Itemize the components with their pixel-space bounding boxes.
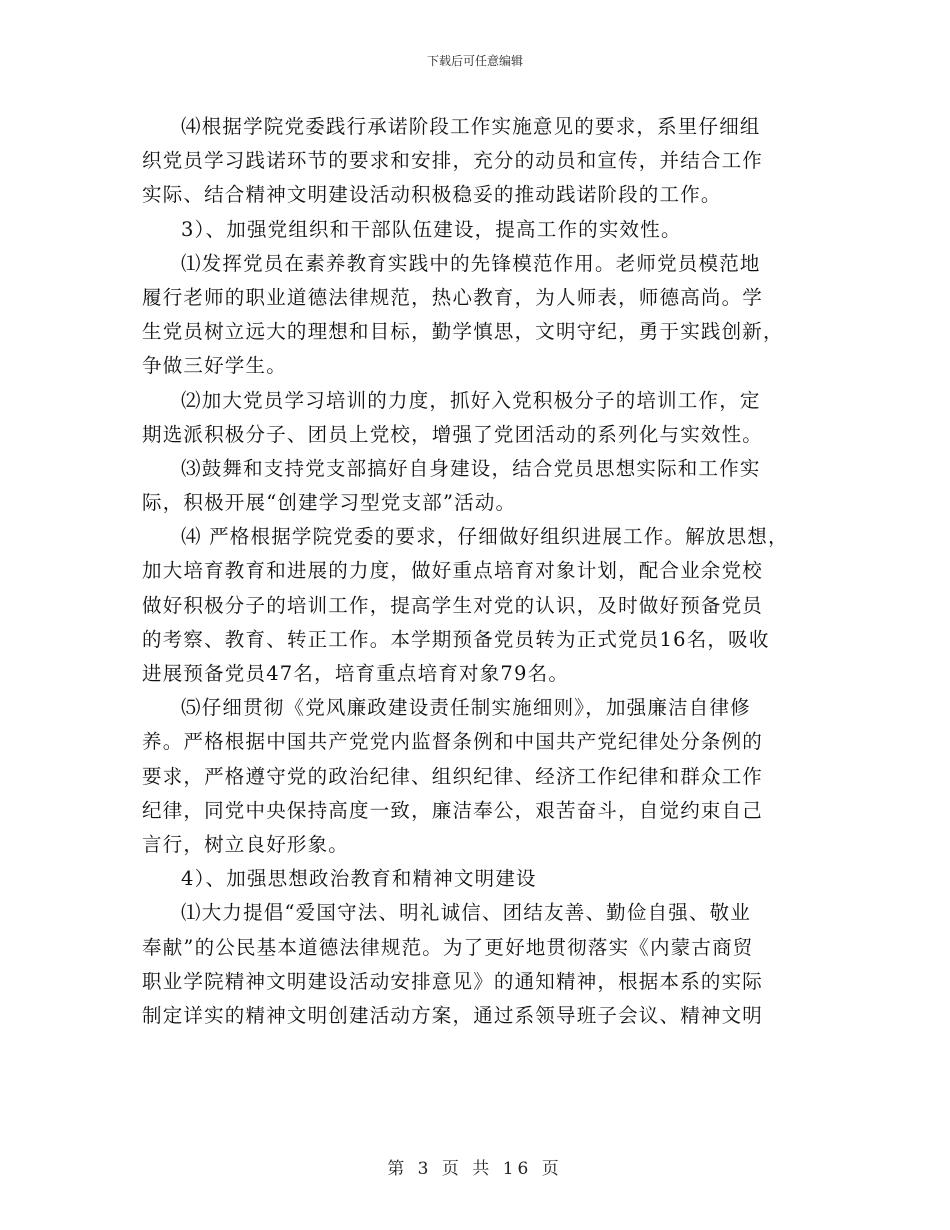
- paragraph: [142, 110, 818, 213]
- text-line: 履行老师的职业道德法律规范，热心教育，为人师表，师德高尚。学: [142, 285, 764, 309]
- text-line: 期选派积极分子、团员上党校，增强了党团活动的系列化与实效性。: [142, 422, 764, 446]
- paragraph: [142, 452, 818, 520]
- text-line: 争做三好学生。: [142, 354, 287, 378]
- text-line: 进展预备党员47名，培育重点培育对象79名。: [142, 662, 570, 685]
- text-line: ⑴发挥党员在素养教育实践中的先锋模范作用。老师党员模范地: [181, 251, 761, 275]
- text-line: 言行，树立良好形象。: [142, 832, 350, 856]
- paragraph: [142, 691, 818, 862]
- text-line: ⑶鼓舞和支持党支部搞好自身建设，结合党员思想实际和工作实: [181, 456, 761, 480]
- document-body: [142, 110, 818, 1033]
- section-heading: [142, 862, 818, 896]
- text-line: 3）、加强党组织和干部队伍建设，提高工作的实效性。: [181, 217, 682, 241]
- text-line: 要求，严格遵守党的政治纪律、组织纪律、经济工作纪律和群众工作: [142, 764, 764, 788]
- text-line: ⑸仔细贯彻《党风廉政建设责任制实施细则》，加强廉洁自律修: [181, 696, 751, 720]
- paragraph: [142, 384, 818, 452]
- paragraph: [142, 247, 818, 384]
- text-line: ⑷根据学院党委践行承诺阶段工作实施意见的要求，系里仔细组: [181, 115, 761, 138]
- text-line: 4）、加强思想政治教育和精神文明建设: [181, 867, 537, 891]
- text-line: 的考察、教育、转正工作。本学期预备党员转为正式党员16名，吸收: [142, 627, 770, 651]
- text-line: 际，积极开展“创建学习型党支部”活动。: [142, 491, 517, 515]
- text-line: 制定详实的精神文明创建活动方案，通过系领导班子会议、精神文明: [142, 1003, 764, 1027]
- page-footer: 第 3 页 共 16 页: [387, 1159, 563, 1179]
- text-line: 纪律，同党中央保持高度一致，廉洁奉公，艰苦奋斗，自觉约束自己: [142, 798, 764, 822]
- text-line: 实际、结合精神文明建设活动积极稳妥的推动践诺阶段的工作。: [142, 183, 722, 207]
- text-line: 奉献”的公民基本道德法律规范。为了更好地贯彻落实《内蒙古商贸: [142, 935, 754, 959]
- text-line: 职业学院精神文明建设活动安排意见》的通知精神，根据本系的实际: [142, 969, 764, 993]
- text-line: ⑵加大党员学习培训的力度，抓好入党积极分子的培训工作，定: [181, 388, 761, 412]
- text-line: 加大培育教育和进展的力度，做好重点培育对象计划，配合业余党校: [142, 559, 764, 583]
- text-line: 做好积极分子的培训工作，提高学生对党的认识，及时做好预备党员: [142, 593, 764, 617]
- text-line: 养。严格根据中国共产党党内监督条例和中国共产党纪律处分条例的: [142, 730, 764, 754]
- text-line: ⑴大力提倡“爱国守法、明礼诚信、团结友善、勤俭自强、敬业: [181, 901, 752, 925]
- text-line: ⑷ 严格根据学院党委的要求，仔细做好组织进展工作。解放思想，: [181, 525, 789, 549]
- text-line: 生党员树立远大的理想和目标，勤学慎思，文明守纪，勇于实践创新，: [142, 320, 784, 344]
- section-heading: [142, 213, 818, 247]
- paragraph: [142, 520, 818, 691]
- paragraph: [142, 896, 818, 1033]
- text-line: 织党员学习践诺环节的要求和安排，充分的动员和宣传，并结合工作: [142, 149, 764, 173]
- page-header: 下载后可任意编辑: [426, 54, 523, 68]
